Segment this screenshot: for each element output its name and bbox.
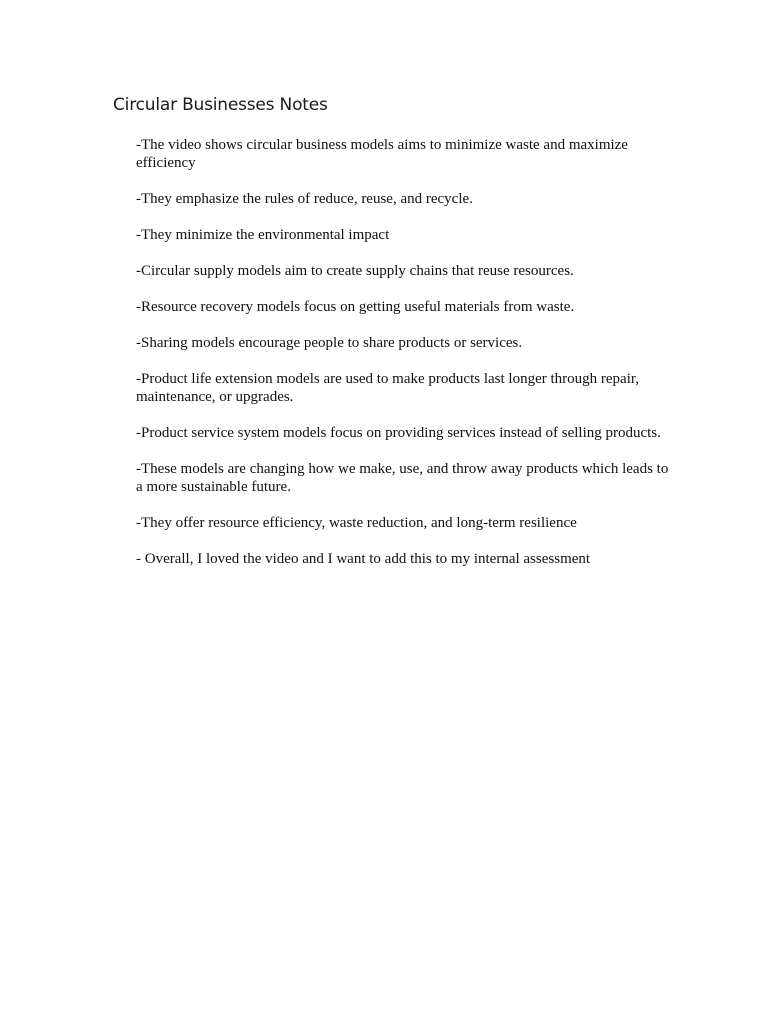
note-item: -Sharing models encourage people to share products or services. xyxy=(136,335,523,351)
note-item: -They offer resource efficiency, waste reduction, and long-term resilience xyxy=(136,515,577,531)
note-item: -These models are changing how we make, use, and throw away products which leads to a more sustainable future. xyxy=(136,461,669,495)
document-title: Circular Businesses Notes xyxy=(113,95,328,115)
note-item: -Resource recovery models focus on getting useful materials from waste. xyxy=(136,299,575,315)
note-item: -Circular supply models aim to create supply chains that reuse resources. xyxy=(136,263,574,279)
note-item: -They emphasize the rules of reduce, reuse, and recycle. xyxy=(136,191,473,207)
note-item: -They minimize the environmental impact xyxy=(136,227,390,243)
note-item: -Product service system models focus on providing services instead of selling products. xyxy=(136,425,661,441)
note-item: -The video shows circular business models aims to minimize waste and maximize efficiency xyxy=(136,137,628,171)
notes-list xyxy=(136,136,676,586)
note-item: -Product life extension models are used to make products last longer through repair, maintenance, or upgrades. xyxy=(136,371,640,405)
note-item: - Overall, I loved the video and I want to add this to my internal assessment xyxy=(136,551,591,567)
